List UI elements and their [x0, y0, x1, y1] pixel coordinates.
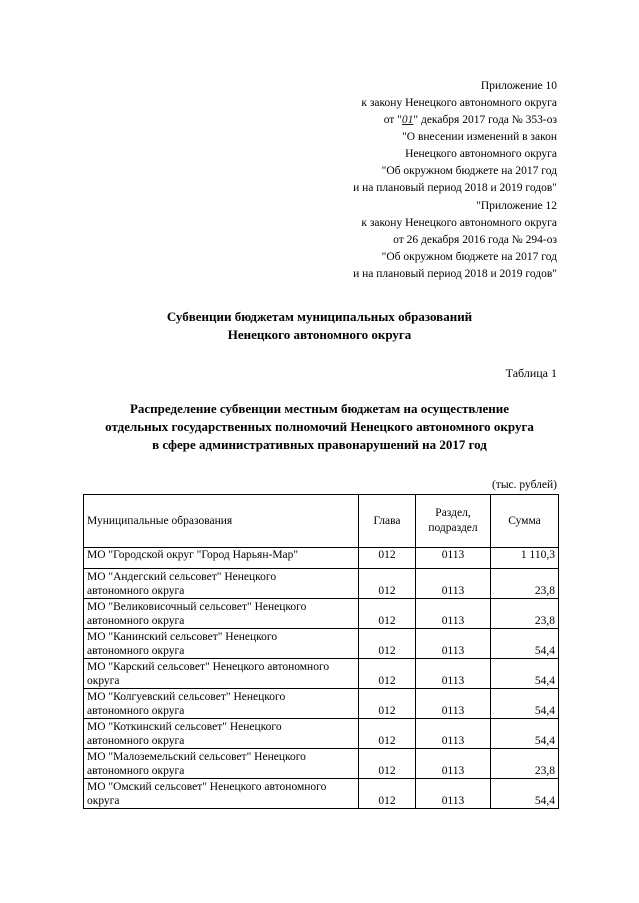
- table-heading-line-1: Распределение субвенции местным бюджетам на осуществление: [129, 401, 510, 416]
- cell-chapter: 012: [359, 599, 416, 629]
- cell-municipality: [84, 749, 359, 779]
- table-row: [84, 779, 559, 809]
- municipality-name-line-1: МО "Городской округ "Город Нарьян-Мар": [87, 549, 299, 561]
- appendix-12-law-ref: к закону Ненецкого автономного округа: [361, 217, 557, 229]
- municipality-name-line-2: автономного округа: [87, 765, 185, 777]
- cell-sum: 54,4: [491, 659, 559, 689]
- table-row: [84, 749, 559, 779]
- cell-section: 0113: [416, 749, 491, 779]
- table-row: [84, 629, 559, 659]
- cell-sum: 54,4: [491, 779, 559, 809]
- municipality-name-line-1: МО "Малоземельский сельсовет" Ненецкого: [87, 751, 306, 763]
- subsidy-table: [83, 494, 559, 809]
- table-body: [84, 548, 559, 809]
- cell-municipality: [84, 659, 359, 689]
- main-heading-line-1: Субвенции бюджетам муниципальных образований: [166, 309, 473, 324]
- cell-section: 0113: [416, 779, 491, 809]
- municipality-name-line-1: МО "Великовисочный сельсовет" Ненецкого: [87, 601, 307, 613]
- cell-municipality: [84, 629, 359, 659]
- cell-sum: 1 110,3: [491, 548, 559, 569]
- units-label: (тыс. рублей): [491, 479, 557, 491]
- municipality-name-line-2: автономного округа: [87, 585, 185, 597]
- appendix-10-date-line: [353, 112, 557, 129]
- table-heading: [0, 400, 639, 454]
- cell-municipality: [84, 599, 359, 629]
- municipality-name-line-2: автономного округа: [87, 645, 185, 657]
- table-row: [84, 569, 559, 599]
- municipality-name-line-1: МО "Коткинский сельсовет" Ненецкого: [87, 721, 282, 733]
- date-suffix: " декабря 2017 года № 353-оз: [413, 114, 557, 126]
- table-heading-line-2: отдельных государственных полномочий Ненецкого автономного округа: [105, 419, 534, 434]
- appendix-10-line-5: Ненецкого автономного округа: [405, 148, 557, 160]
- appendix-10-line-4: "О внесении изменений в закон: [402, 131, 557, 143]
- appendix-12-title: "Приложение 12: [476, 200, 557, 212]
- cell-chapter: 012: [359, 548, 416, 569]
- cell-chapter: 012: [359, 779, 416, 809]
- municipality-name-line-2: округа: [87, 795, 120, 807]
- cell-municipality: [84, 719, 359, 749]
- appendix-12-date-line: от 26 декабря 2016 года № 294-оз: [393, 234, 557, 246]
- appendix-12-block: [353, 198, 557, 283]
- municipality-name-line-2: округа: [87, 675, 120, 687]
- appendix-10-block: [353, 78, 557, 197]
- header-sum: Сумма: [491, 495, 559, 548]
- municipality-name-line-1: МО "Андегский сельсовет" Ненецкого: [87, 571, 277, 583]
- cell-municipality: [84, 569, 359, 599]
- cell-section: 0113: [416, 548, 491, 569]
- table-row: [84, 719, 559, 749]
- header-municipalities: Муниципальные образования: [84, 495, 359, 548]
- appendix-12-line-5: и на плановый период 2018 и 2019 годов": [353, 268, 557, 280]
- cell-chapter: 012: [359, 659, 416, 689]
- table-row: [84, 689, 559, 719]
- municipality-name-line-2: автономного округа: [87, 705, 185, 717]
- cell-sum: 54,4: [491, 719, 559, 749]
- cell-sum: 54,4: [491, 689, 559, 719]
- cell-municipality: [84, 779, 359, 809]
- cell-sum: 23,8: [491, 569, 559, 599]
- cell-chapter: 012: [359, 719, 416, 749]
- municipality-name-line-1: МО "Канинский сельсовет" Ненецкого: [87, 631, 278, 643]
- table-heading-line-3: в сфере административных правонарушений на 2017 год: [152, 437, 487, 452]
- cell-chapter: 012: [359, 749, 416, 779]
- handwritten-day: 01: [401, 114, 414, 126]
- header-section-line-1: Раздел,: [435, 507, 471, 519]
- date-prefix: от ": [383, 114, 402, 126]
- municipality-name-line-1: МО "Омский сельсовет" Ненецкого автономного: [87, 781, 327, 793]
- cell-chapter: 012: [359, 689, 416, 719]
- table-row: [84, 659, 559, 689]
- cell-municipality: [84, 548, 359, 569]
- appendix-10-title: Приложение 10: [480, 80, 557, 92]
- cell-sum: 23,8: [491, 599, 559, 629]
- appendix-10-line-7: и на плановый период 2018 и 2019 годов": [353, 182, 557, 194]
- cell-sum: 23,8: [491, 749, 559, 779]
- appendix-12-line-4: "Об окружном бюджете на 2017 год: [381, 251, 557, 263]
- cell-municipality: [84, 689, 359, 719]
- table-row: [84, 548, 559, 569]
- main-heading-line-2: Ненецкого автономного округа: [227, 327, 412, 342]
- header-section-line-2: подраздел: [428, 522, 478, 534]
- municipality-name-line-1: МО "Карский сельсовет" Ненецкого автономного: [87, 661, 330, 673]
- header-chapter: Глава: [359, 495, 416, 548]
- appendix-10-law-ref: к закону Ненецкого автономного округа: [361, 97, 557, 109]
- main-heading: [0, 308, 639, 344]
- cell-section: 0113: [416, 719, 491, 749]
- table-label: Таблица 1: [505, 366, 557, 380]
- cell-section: 0113: [416, 659, 491, 689]
- cell-section: 0113: [416, 569, 491, 599]
- header-section: [416, 495, 491, 548]
- cell-section: 0113: [416, 629, 491, 659]
- municipality-name-line-1: МО "Колгуевский сельсовет" Ненецкого: [87, 691, 286, 703]
- cell-section: 0113: [416, 599, 491, 629]
- cell-section: 0113: [416, 689, 491, 719]
- table-header-row: [84, 495, 559, 548]
- cell-chapter: 012: [359, 629, 416, 659]
- table-row: [84, 599, 559, 629]
- municipality-name-line-2: автономного округа: [87, 615, 185, 627]
- cell-chapter: 012: [359, 569, 416, 599]
- appendix-10-line-6: "Об окружном бюджете на 2017 год: [381, 165, 557, 177]
- cell-sum: 54,4: [491, 629, 559, 659]
- municipality-name-line-2: автономного округа: [87, 735, 185, 747]
